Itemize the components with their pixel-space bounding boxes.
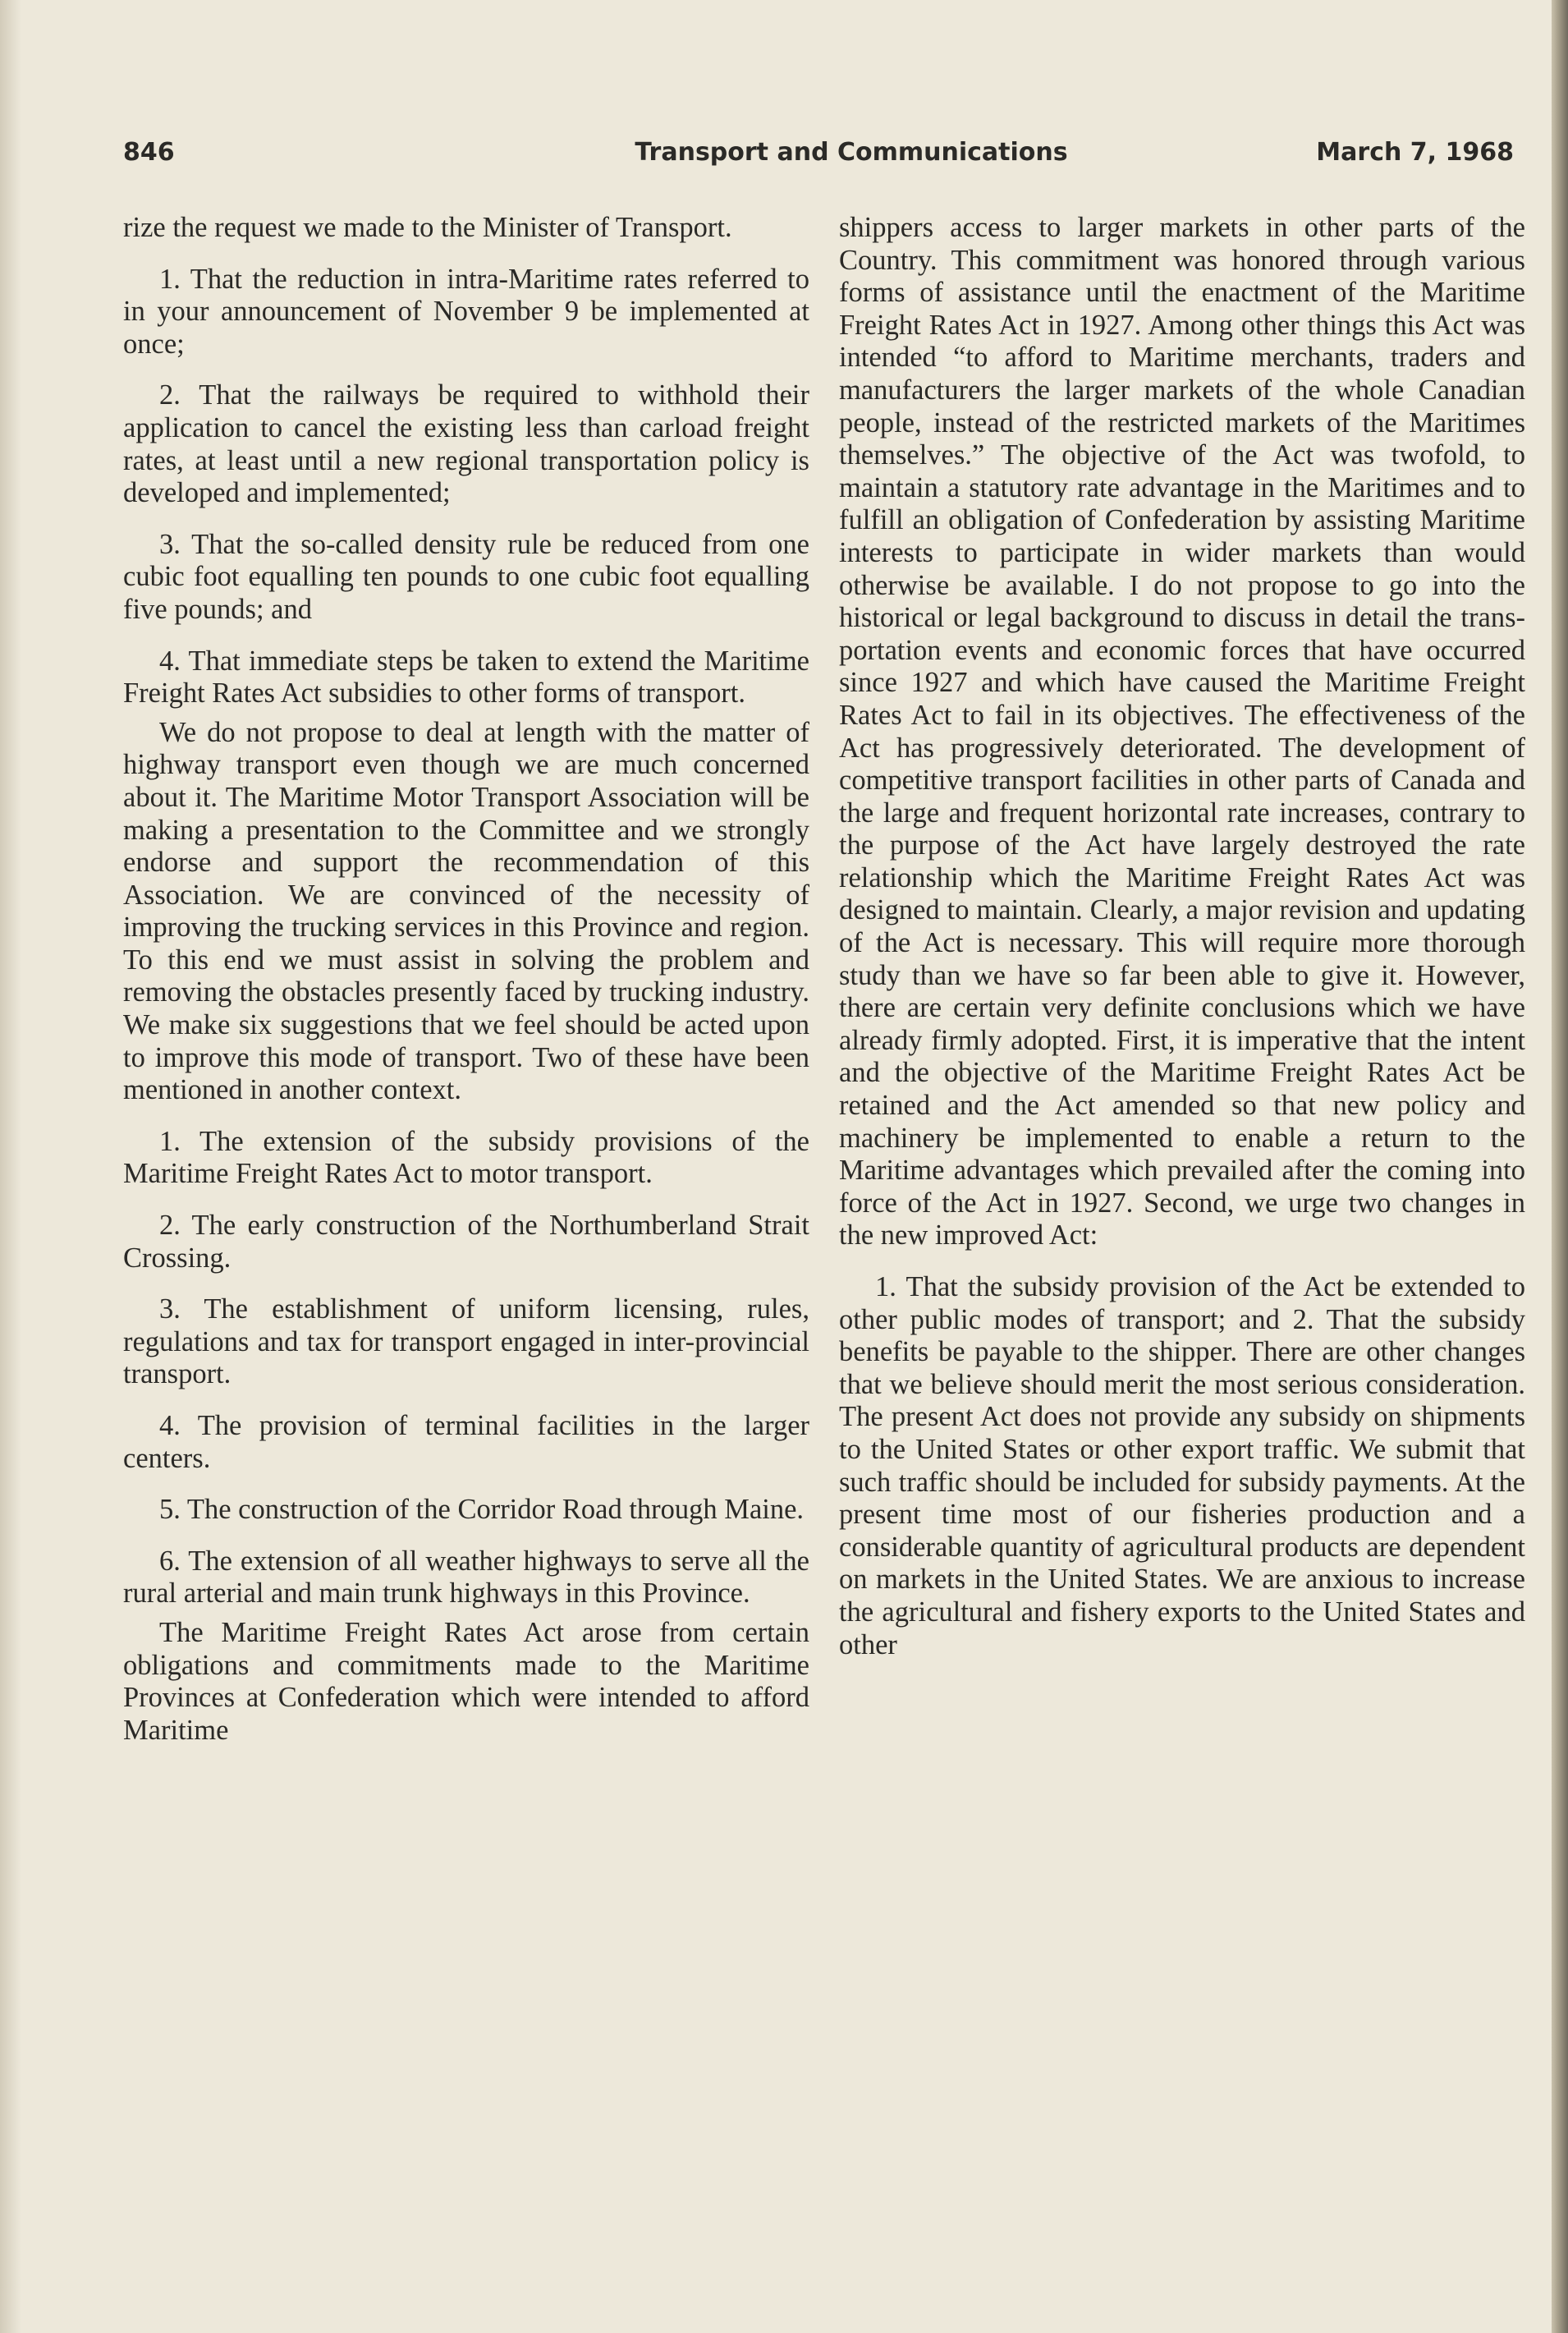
suggestion-item-2: 2. The early construction of the Northumberland Strait Crossing.	[123, 1210, 809, 1274]
suggestion-item-5: 5. The construction of the Corridor Road through Maine.	[159, 1494, 805, 1526]
page-edge	[1552, 0, 1568, 2333]
suggestion-item-4: 4. The provision of terminal facilities in the larger centers.	[123, 1410, 809, 1474]
running-title: Transport and Communications	[635, 138, 1068, 167]
paragraph-continuation: rize the request we made to the Minister of Transport.	[123, 212, 732, 243]
request-item-2: 2. That the railways be required to withhold their application to cancel the existing less than carload freight rates, at least until a new regional transportation policy is developed and implemented;	[123, 379, 809, 509]
request-item-3: 3. That the so-called density rule be reduced from one cubic foot equalling ten pounds to one cubic foot equalling five pounds; and	[123, 528, 809, 625]
highway-transport-paragraph: We do not propose to deal at length with the matter of highway transport even though we are much concerned about it. The Maritime Motor Transport Association will be making a presentation to the Committee and we strongly endorse and support the recommendation of this Association. We are convinced of the necessity of improving the trucking services in this Province and region. To this end we must assist in solving the problem and removing the obstacles presently faced by trucking industry. We make six suggestions that we feel should be acted upon to improve this mode of transport. Two of these have been mentioned in another context.	[123, 716, 809, 1106]
right-column	[839, 212, 1525, 1680]
suggestion-item-6: 6. The extension of all weather highways to serve all the rural arterial and main trunk highways in this Province.	[123, 1545, 809, 1610]
page-header	[123, 138, 1514, 174]
request-item-1: 1. That the reduction in intra-Maritime rates referred to in your announcement of November 9 be implemented at once;	[123, 263, 809, 360]
suggestion-item-3: 3. The establishment of uniform licensing, rules, regulations and tax for transport engaged in inter-provincial transport.	[123, 1293, 809, 1390]
maritime-act-paragraph: The Maritime Freight Rates Act arose from certain obligations and commitments made to the Maritime Provinces at Confederation which were intended to afford Maritime	[123, 1616, 809, 1746]
request-item-4: 4. That immediate steps be taken to extend the Maritime Freight Rates Act subsidies to other forms of transport.	[123, 645, 809, 710]
issue-date: March 7, 1968	[1316, 138, 1514, 167]
proposed-changes-paragraph: 1. That the subsidy provision of the Act be extended to other public modes of transport; and 2. That the subsidy benefits be payable to the shipper. There are other changes that we believe should merit the most serious consideration. The present Act does not provide any subsidy on shipments to the United States or other export traffic. We submit that such traffic should be included for subsidy payments. At the present time most of our fisheries production and a considerable quantity of agricultural products are dependent on markets in the United States. We are anxious to increase the agricultural and fishery exports to the United States and other	[839, 1271, 1525, 1660]
page-number: 846	[123, 138, 175, 167]
maritime-act-continuation: shippers access to larger markets in other parts of the Country. This commitment was honored through various forms of assistance until the enactment of the Maritime Freight Rates Act in 1927. Among other things this Act was intended “to afford to Maritime merchants, traders and manufacturers the larger markets of the whole Canadian people, instead of the restricted markets of the Maritimes themselves.” The objective of the Act was twofold, to maintain a statutory rate advantage in the Maritimes and to fulfill an obligation of Confederation by assisting Maritime interests to participate in wider markets than would otherwise be available. I do not propose to go into the historical or legal background to discuss in detail the transportation events and economic forces that have occurred since 1927 and which have caused the Maritime Freight Rates Act to fail in its objectives. The effectiveness of the Act has progressively deteriorated. The development of competitive transport facilities in other parts of Canada and the large and frequent horizontal rate increases, contrary to the purpose of the Act have largely destroyed the rate relationship which the Maritime Freight Rates Act was designed to maintain. Clearly, a major revision and updating of the Act is necessary. This will require more thorough study than we have so far been able to give it. However, there are certain very definite conclusions which we have already firmly adopted. First, it is imperative that the intent and the objective of the Maritime Freight Rates Act be retained and the Act amended so that new policy and machinery be implemented to enable a return to the Maritime advantages which prevailed after the coming into force of the Act in 1927. Second, we urge two changes in the new improved Act:	[839, 212, 1525, 1251]
suggestion-item-1: 1. The extension of the subsidy provisions of the Maritime Freight Rates Act to motor transport.	[123, 1125, 809, 1190]
spine-shadow	[0, 0, 21, 2333]
left-column	[123, 212, 809, 1766]
